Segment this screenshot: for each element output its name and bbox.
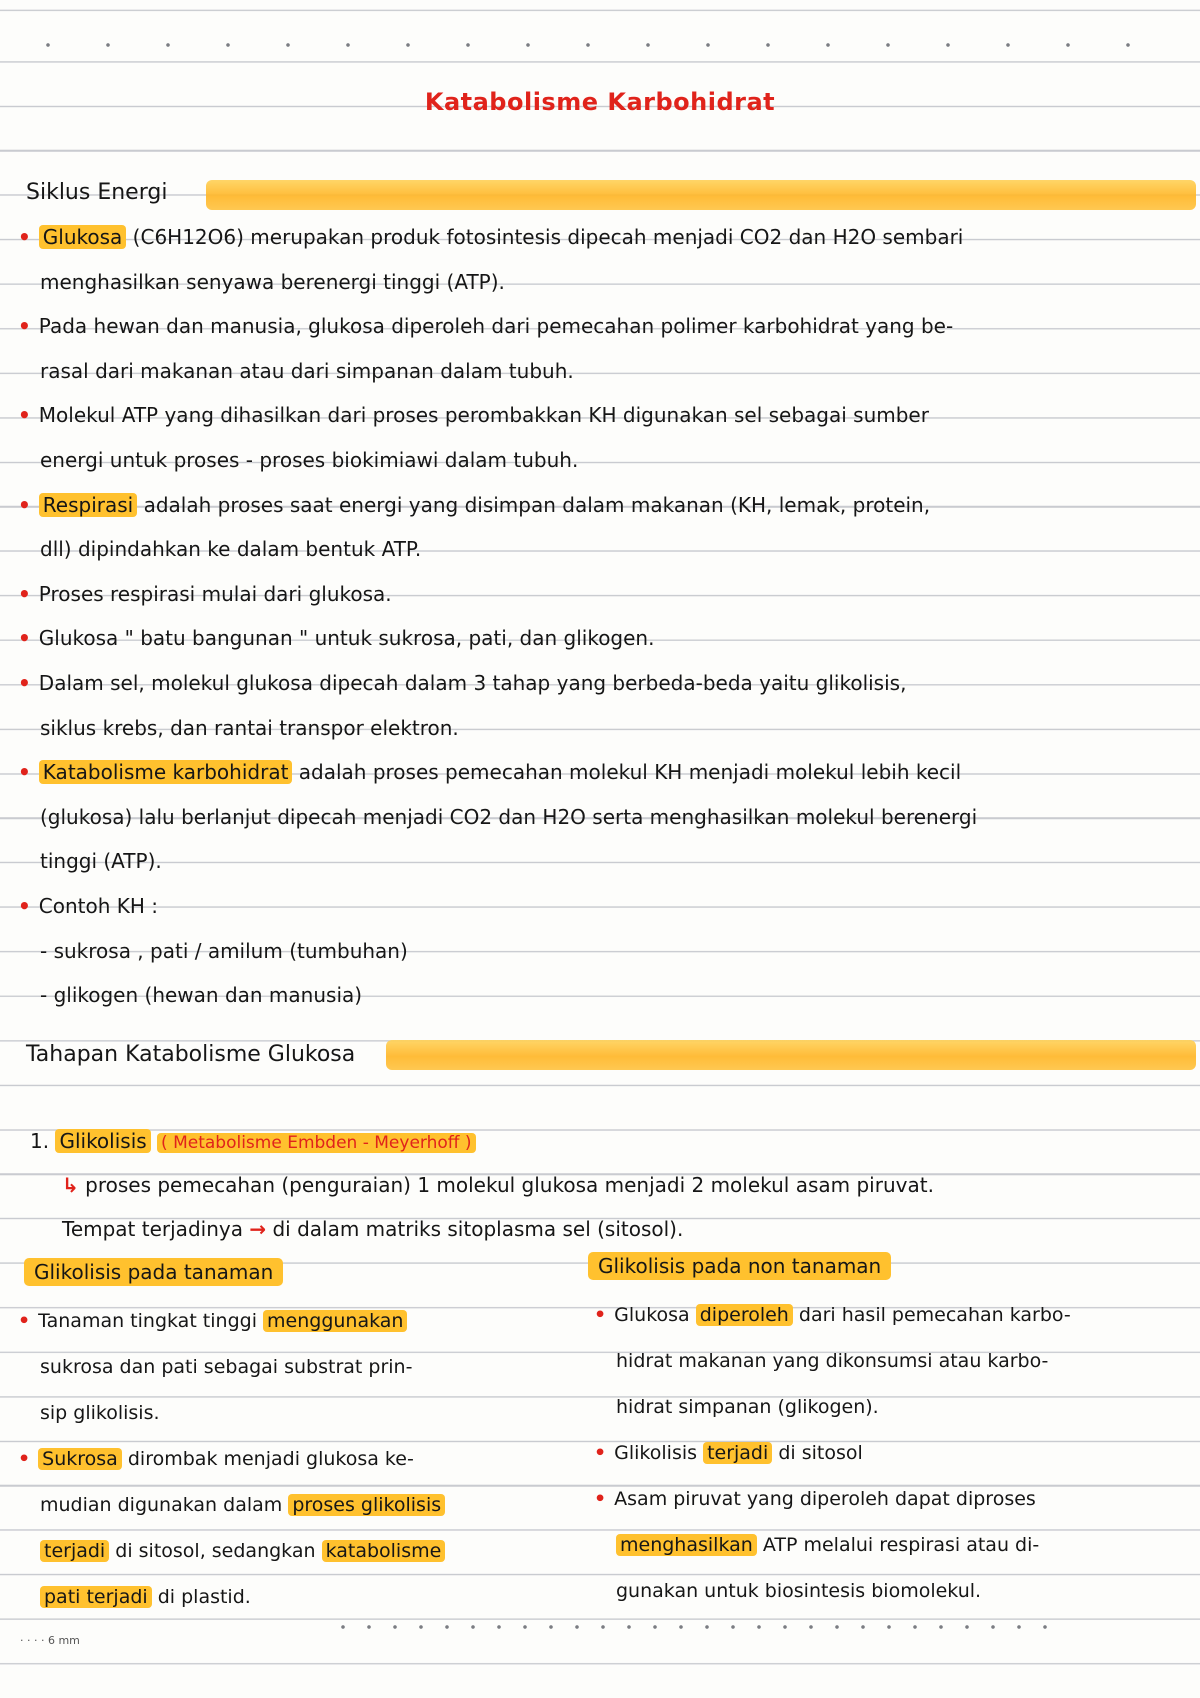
line-text: - sukrosa , pati / amilum (tumbuhan) xyxy=(40,938,408,963)
highlighted-term: menghasilkan xyxy=(616,1534,757,1556)
left-column-line xyxy=(40,1490,445,1520)
line-text: dll) dipindahkan ke dalam bentuk ATP. xyxy=(40,537,422,562)
line-text: tinggi (ATP). xyxy=(40,849,162,874)
step-description xyxy=(62,1170,934,1200)
line-text: energi untuk proses - proses biokimiawi dalam tubuh. xyxy=(40,448,579,472)
section1-line xyxy=(40,980,362,1010)
line-text: Glukosa " batu bangunan " untuk sukrosa, pati, dan glikogen. xyxy=(38,626,655,651)
section1-line xyxy=(18,579,392,609)
line-text: (C6H12O6) merupakan produk fotosintesis dipecah menjadi CO2 dan H2O sembari xyxy=(126,225,964,249)
line-text: hidrat simpanan (glikogen). xyxy=(616,1396,879,1418)
line-text: Molekul ATP yang dihasilkan dari proses perombakkan KH digunakan sel sebagai sumber xyxy=(38,403,929,428)
line-text: (glukosa) lalu berlanjut dipecah menjadi CO2 dan H2O serta menghasilkan molekul berenergi xyxy=(40,804,978,829)
section1-highlight-band xyxy=(206,180,1196,210)
line-text: Dalam sel, molekul glukosa dipecah dalam 3 tahap yang berbeda-beda yaitu glikolisis, xyxy=(38,671,907,695)
right-column-line xyxy=(594,1300,1071,1330)
bullet-icon: • xyxy=(594,1488,607,1510)
bullet-icon: • xyxy=(18,492,31,517)
highlighted-term: Glukosa xyxy=(39,225,127,249)
right-column-line xyxy=(616,1392,879,1422)
section1-line xyxy=(40,802,977,832)
highlighted-term: menggunakan xyxy=(263,1310,407,1332)
highlighted-term: Respirasi xyxy=(39,493,137,517)
line-text: menghasilkan senyawa berenergi tinggi (ATP). xyxy=(40,269,505,294)
section1-line xyxy=(40,936,408,966)
page-title: Katabolisme Karbohidrat xyxy=(424,88,776,116)
top-dot-row xyxy=(18,42,1182,48)
left-column-line xyxy=(40,1352,412,1382)
right-column-line xyxy=(616,1576,981,1606)
line-text: gunakan untuk biosintesis biomolekul. xyxy=(616,1580,982,1602)
highlighted-term: Katabolisme karbohidrat xyxy=(39,760,293,784)
section1-line xyxy=(40,356,574,386)
section1-heading: Siklus Energi xyxy=(26,180,168,205)
section2-heading: Tahapan Katabolisme Glukosa xyxy=(26,1042,356,1067)
section1-line xyxy=(18,668,906,698)
line-text: di plastid. xyxy=(151,1586,251,1608)
right-column-line xyxy=(594,1484,1036,1514)
left-column-line xyxy=(18,1444,414,1474)
right-column-line xyxy=(616,1530,1039,1560)
line-text: adalah proses saat energi yang disimpan dalam makanan (KH, lemak, protein, xyxy=(137,492,931,517)
line-text: siklus krebs, dan rantai transpor elektron. xyxy=(40,715,459,740)
line-text: di sitosol xyxy=(772,1442,863,1464)
paper-footer: · · · · 6 mm xyxy=(20,1634,80,1647)
step-heading xyxy=(30,1126,476,1158)
line-text: adalah proses pemecahan molekul KH menjadi molekul lebih kecil xyxy=(292,760,962,785)
section1-line xyxy=(40,534,421,564)
section1-line xyxy=(18,757,961,787)
bullet-icon: • xyxy=(18,314,31,339)
bullet-icon: • xyxy=(18,1310,31,1332)
right-arrow-icon: → xyxy=(249,1217,267,1241)
section1-line xyxy=(18,400,929,430)
line-text: mudian digunakan dalam xyxy=(40,1494,289,1516)
bottom-dot-row xyxy=(330,1624,1050,1630)
left-column-line xyxy=(40,1582,251,1612)
step-place xyxy=(62,1214,683,1244)
highlighted-term: Sukrosa xyxy=(38,1448,122,1470)
step-number: 1. xyxy=(30,1129,50,1153)
section1-line xyxy=(18,623,654,653)
bullet-icon: • xyxy=(594,1442,607,1464)
line-text: Contoh KH : xyxy=(38,894,159,918)
line-text: hidrat makanan yang dikonsumsi atau karbo- xyxy=(616,1350,1049,1372)
turn-arrow-icon: ↳ xyxy=(62,1173,79,1197)
line-text: Glikolisis xyxy=(614,1442,704,1464)
section1-line xyxy=(40,713,459,743)
section1-line xyxy=(40,445,578,475)
line-text: Pada hewan dan manusia, glukosa diperoleh dari pemecahan polimer karbohidrat yang be- xyxy=(38,314,954,339)
line-text: dari hasil pemecahan karbo- xyxy=(792,1304,1071,1326)
highlighted-term: proses glikolisis xyxy=(288,1494,445,1516)
line-text: sip glikolisis. xyxy=(40,1402,160,1424)
line-text: ATP melalui respirasi atau di- xyxy=(756,1534,1040,1556)
bullet-icon: • xyxy=(18,1448,31,1470)
highlighted-term: pati terjadi xyxy=(40,1586,152,1608)
section1-line xyxy=(18,311,953,341)
line-text: di sitosol, sedangkan xyxy=(109,1540,322,1562)
bullet-icon: • xyxy=(594,1304,607,1326)
section2-highlight-band xyxy=(386,1040,1196,1070)
bullet-icon: • xyxy=(18,626,31,651)
bullet-icon: • xyxy=(18,225,31,249)
step-description-text: proses pemecahan (penguraian) 1 molekul glukosa menjadi 2 molekul asam piruvat. xyxy=(85,1173,934,1197)
highlighted-term: terjadi xyxy=(40,1540,109,1562)
step-title: Glikolisis xyxy=(55,1129,150,1153)
section1-line xyxy=(18,222,963,252)
line-text: Tanaman tingkat tinggi xyxy=(38,1310,264,1332)
bullet-icon: • xyxy=(18,894,31,918)
right-column-line xyxy=(616,1346,1048,1376)
highlighted-term: terjadi xyxy=(703,1442,772,1464)
bullet-icon: • xyxy=(18,403,31,428)
line-text: Proses respirasi mulai dari glukosa. xyxy=(38,581,392,606)
line-text: sukrosa dan pati sebagai substrat prin- xyxy=(40,1356,413,1378)
right-column-line xyxy=(594,1438,863,1468)
section1-line xyxy=(18,490,930,520)
step-subtitle: ( Metabolisme Embden - Meyerhoff ) xyxy=(157,1133,475,1153)
left-column-line xyxy=(40,1536,445,1566)
left-column-line xyxy=(40,1398,160,1428)
section1-line xyxy=(40,267,505,297)
left-column-heading: Glikolisis pada tanaman xyxy=(24,1258,283,1286)
line-text: dirombak menjadi glukosa ke- xyxy=(121,1448,414,1470)
section1-line xyxy=(40,846,162,876)
line-text: Glukosa xyxy=(614,1304,696,1326)
line-text: rasal dari makanan atau dari simpanan dalam tubuh. xyxy=(40,358,574,383)
bullet-icon: • xyxy=(18,671,31,695)
bullet-icon: • xyxy=(18,760,31,785)
highlighted-term: katabolisme xyxy=(322,1540,446,1562)
section1-line xyxy=(18,891,158,921)
step-place-text: di dalam matriks sitoplasma sel (sitosol). xyxy=(272,1217,684,1241)
bullet-icon: • xyxy=(18,581,31,606)
left-column-line xyxy=(18,1306,407,1336)
right-column-heading: Glikolisis pada non tanaman xyxy=(588,1252,891,1280)
step-place-label: Tempat terjadinya xyxy=(62,1217,243,1241)
line-text: Asam piruvat yang diperoleh dapat diproses xyxy=(614,1488,1036,1510)
highlighted-term: diperoleh xyxy=(696,1304,793,1326)
line-text: - glikogen (hewan dan manusia) xyxy=(40,983,363,1008)
